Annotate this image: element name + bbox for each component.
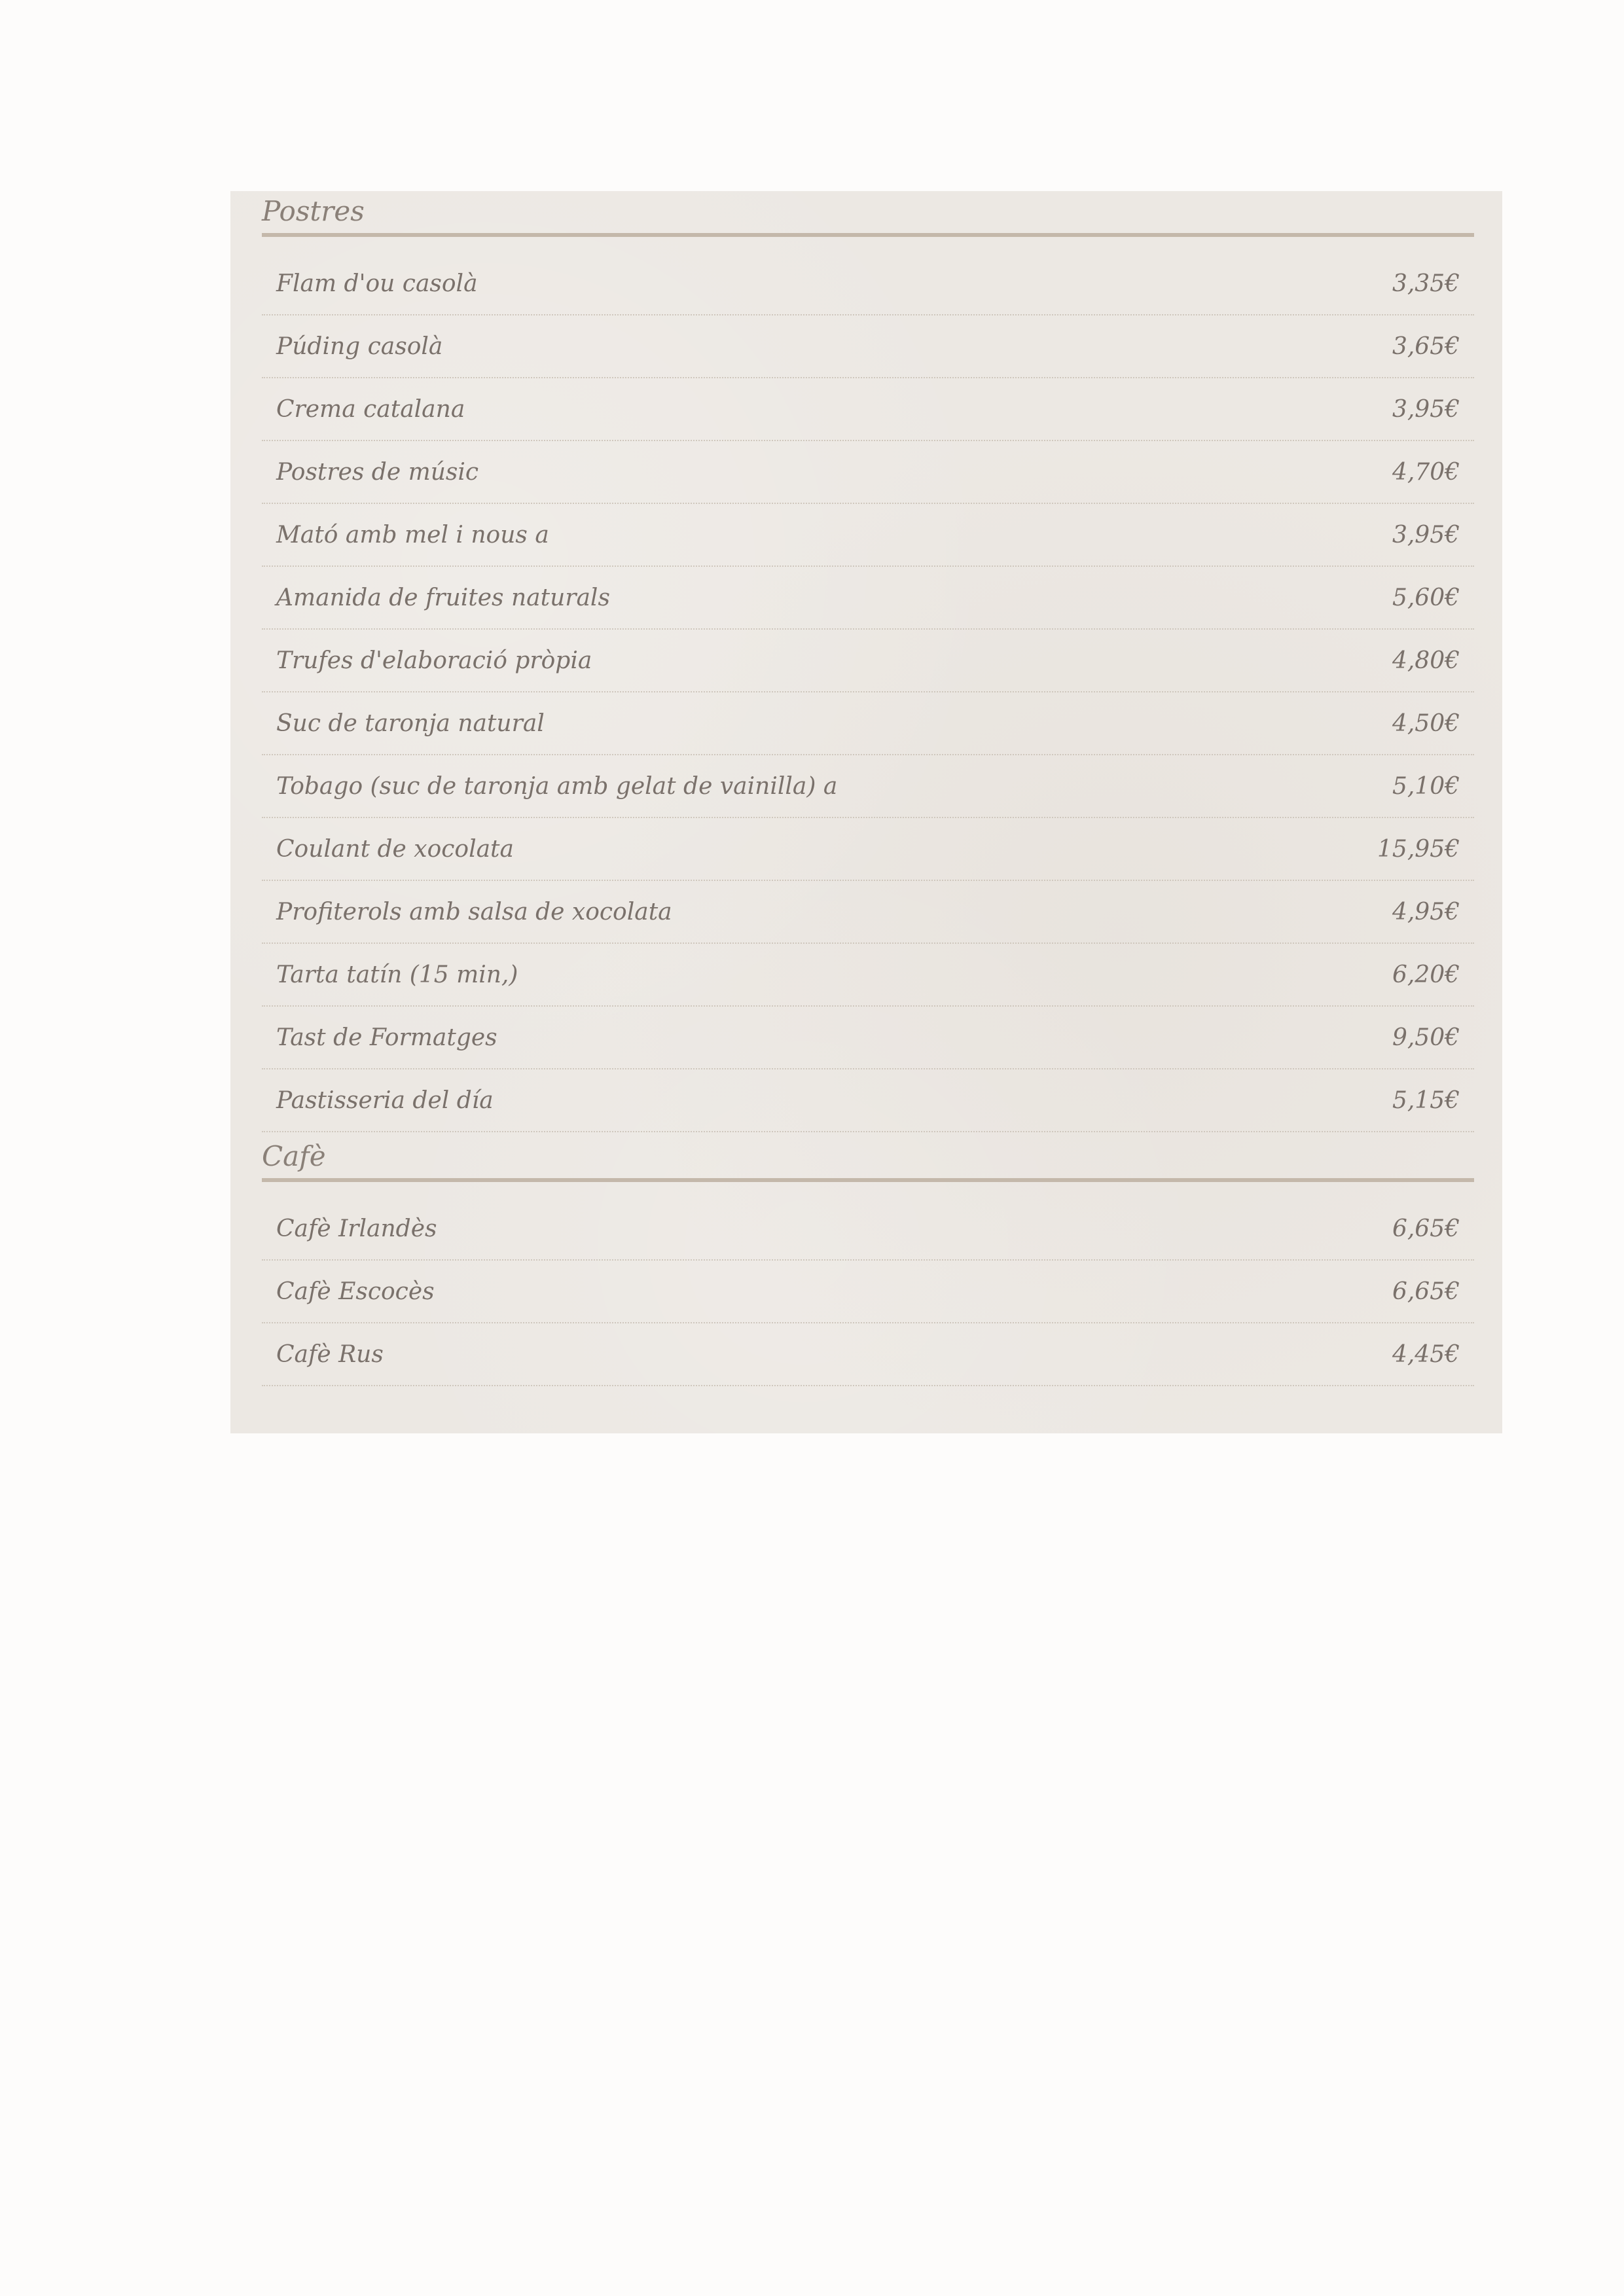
menu-item	[262, 755, 1474, 818]
cafe-section	[262, 1136, 1474, 1386]
section-title-cafe: Cafè	[262, 1136, 1474, 1182]
item-price: 3,35€	[1392, 270, 1460, 297]
menu-item	[262, 441, 1474, 504]
item-price: 6,65€	[1392, 1278, 1460, 1305]
item-name: Crema catalana	[276, 395, 465, 423]
menu-item	[262, 1323, 1474, 1386]
item-name: Cafè Rus	[276, 1340, 384, 1368]
menu-item	[262, 1007, 1474, 1069]
item-price: 6,65€	[1392, 1215, 1460, 1242]
item-price: 3,95€	[1392, 395, 1460, 423]
item-name: Cafè Escocès	[276, 1278, 435, 1305]
item-name: Suc de taronja natural	[276, 709, 545, 737]
menu-item	[262, 1069, 1474, 1132]
menu-item	[262, 1261, 1474, 1323]
item-name: Mató amb mel i nous a	[276, 521, 549, 548]
menu-item	[262, 630, 1474, 692]
menu-item	[262, 1198, 1474, 1261]
menu-item	[262, 315, 1474, 378]
item-name: Cafè Irlandès	[276, 1215, 437, 1242]
item-price: 6,20€	[1392, 961, 1460, 988]
menu-item	[262, 504, 1474, 567]
menu-item	[262, 567, 1474, 630]
item-price: 5,60€	[1392, 584, 1460, 611]
menu-item	[262, 881, 1474, 944]
item-price: 4,95€	[1392, 898, 1460, 925]
item-price: 4,50€	[1392, 709, 1460, 737]
item-price: 4,70€	[1392, 458, 1460, 486]
item-price: 15,95€	[1377, 835, 1460, 863]
menu-item	[262, 818, 1474, 881]
item-price: 5,15€	[1392, 1086, 1460, 1114]
item-name: Tast de Formatges	[276, 1024, 497, 1051]
item-price: 4,45€	[1392, 1340, 1460, 1368]
item-name: Postres de músic	[276, 458, 479, 486]
item-name: Trufes d'elaboració pròpia	[276, 647, 592, 674]
postres-list	[262, 253, 1474, 1132]
cafe-list	[262, 1198, 1474, 1386]
menu-item	[262, 944, 1474, 1007]
menu-panel	[230, 191, 1502, 1433]
item-name: Tarta tatín (15 min,)	[276, 961, 518, 988]
section-title-postres: Postres	[262, 191, 1474, 237]
item-name: Flam d'ou casolà	[276, 270, 478, 297]
item-price: 9,50€	[1392, 1024, 1460, 1051]
item-name: Profiterols amb salsa de xocolata	[276, 898, 672, 925]
item-name: Púding casolà	[276, 332, 443, 360]
item-name: Coulant de xocolata	[276, 835, 514, 863]
menu-item	[262, 692, 1474, 755]
menu-item	[262, 253, 1474, 315]
item-price: 4,80€	[1392, 647, 1460, 674]
item-price: 5,10€	[1392, 772, 1460, 800]
item-name: Pastisseria del día	[276, 1086, 494, 1114]
menu-item	[262, 378, 1474, 441]
item-name: Tobago (suc de taronja amb gelat de vainilla) a	[276, 772, 838, 800]
item-price: 3,65€	[1392, 332, 1460, 360]
item-price: 3,95€	[1392, 521, 1460, 548]
item-name: Amanida de fruites naturals	[276, 584, 610, 611]
